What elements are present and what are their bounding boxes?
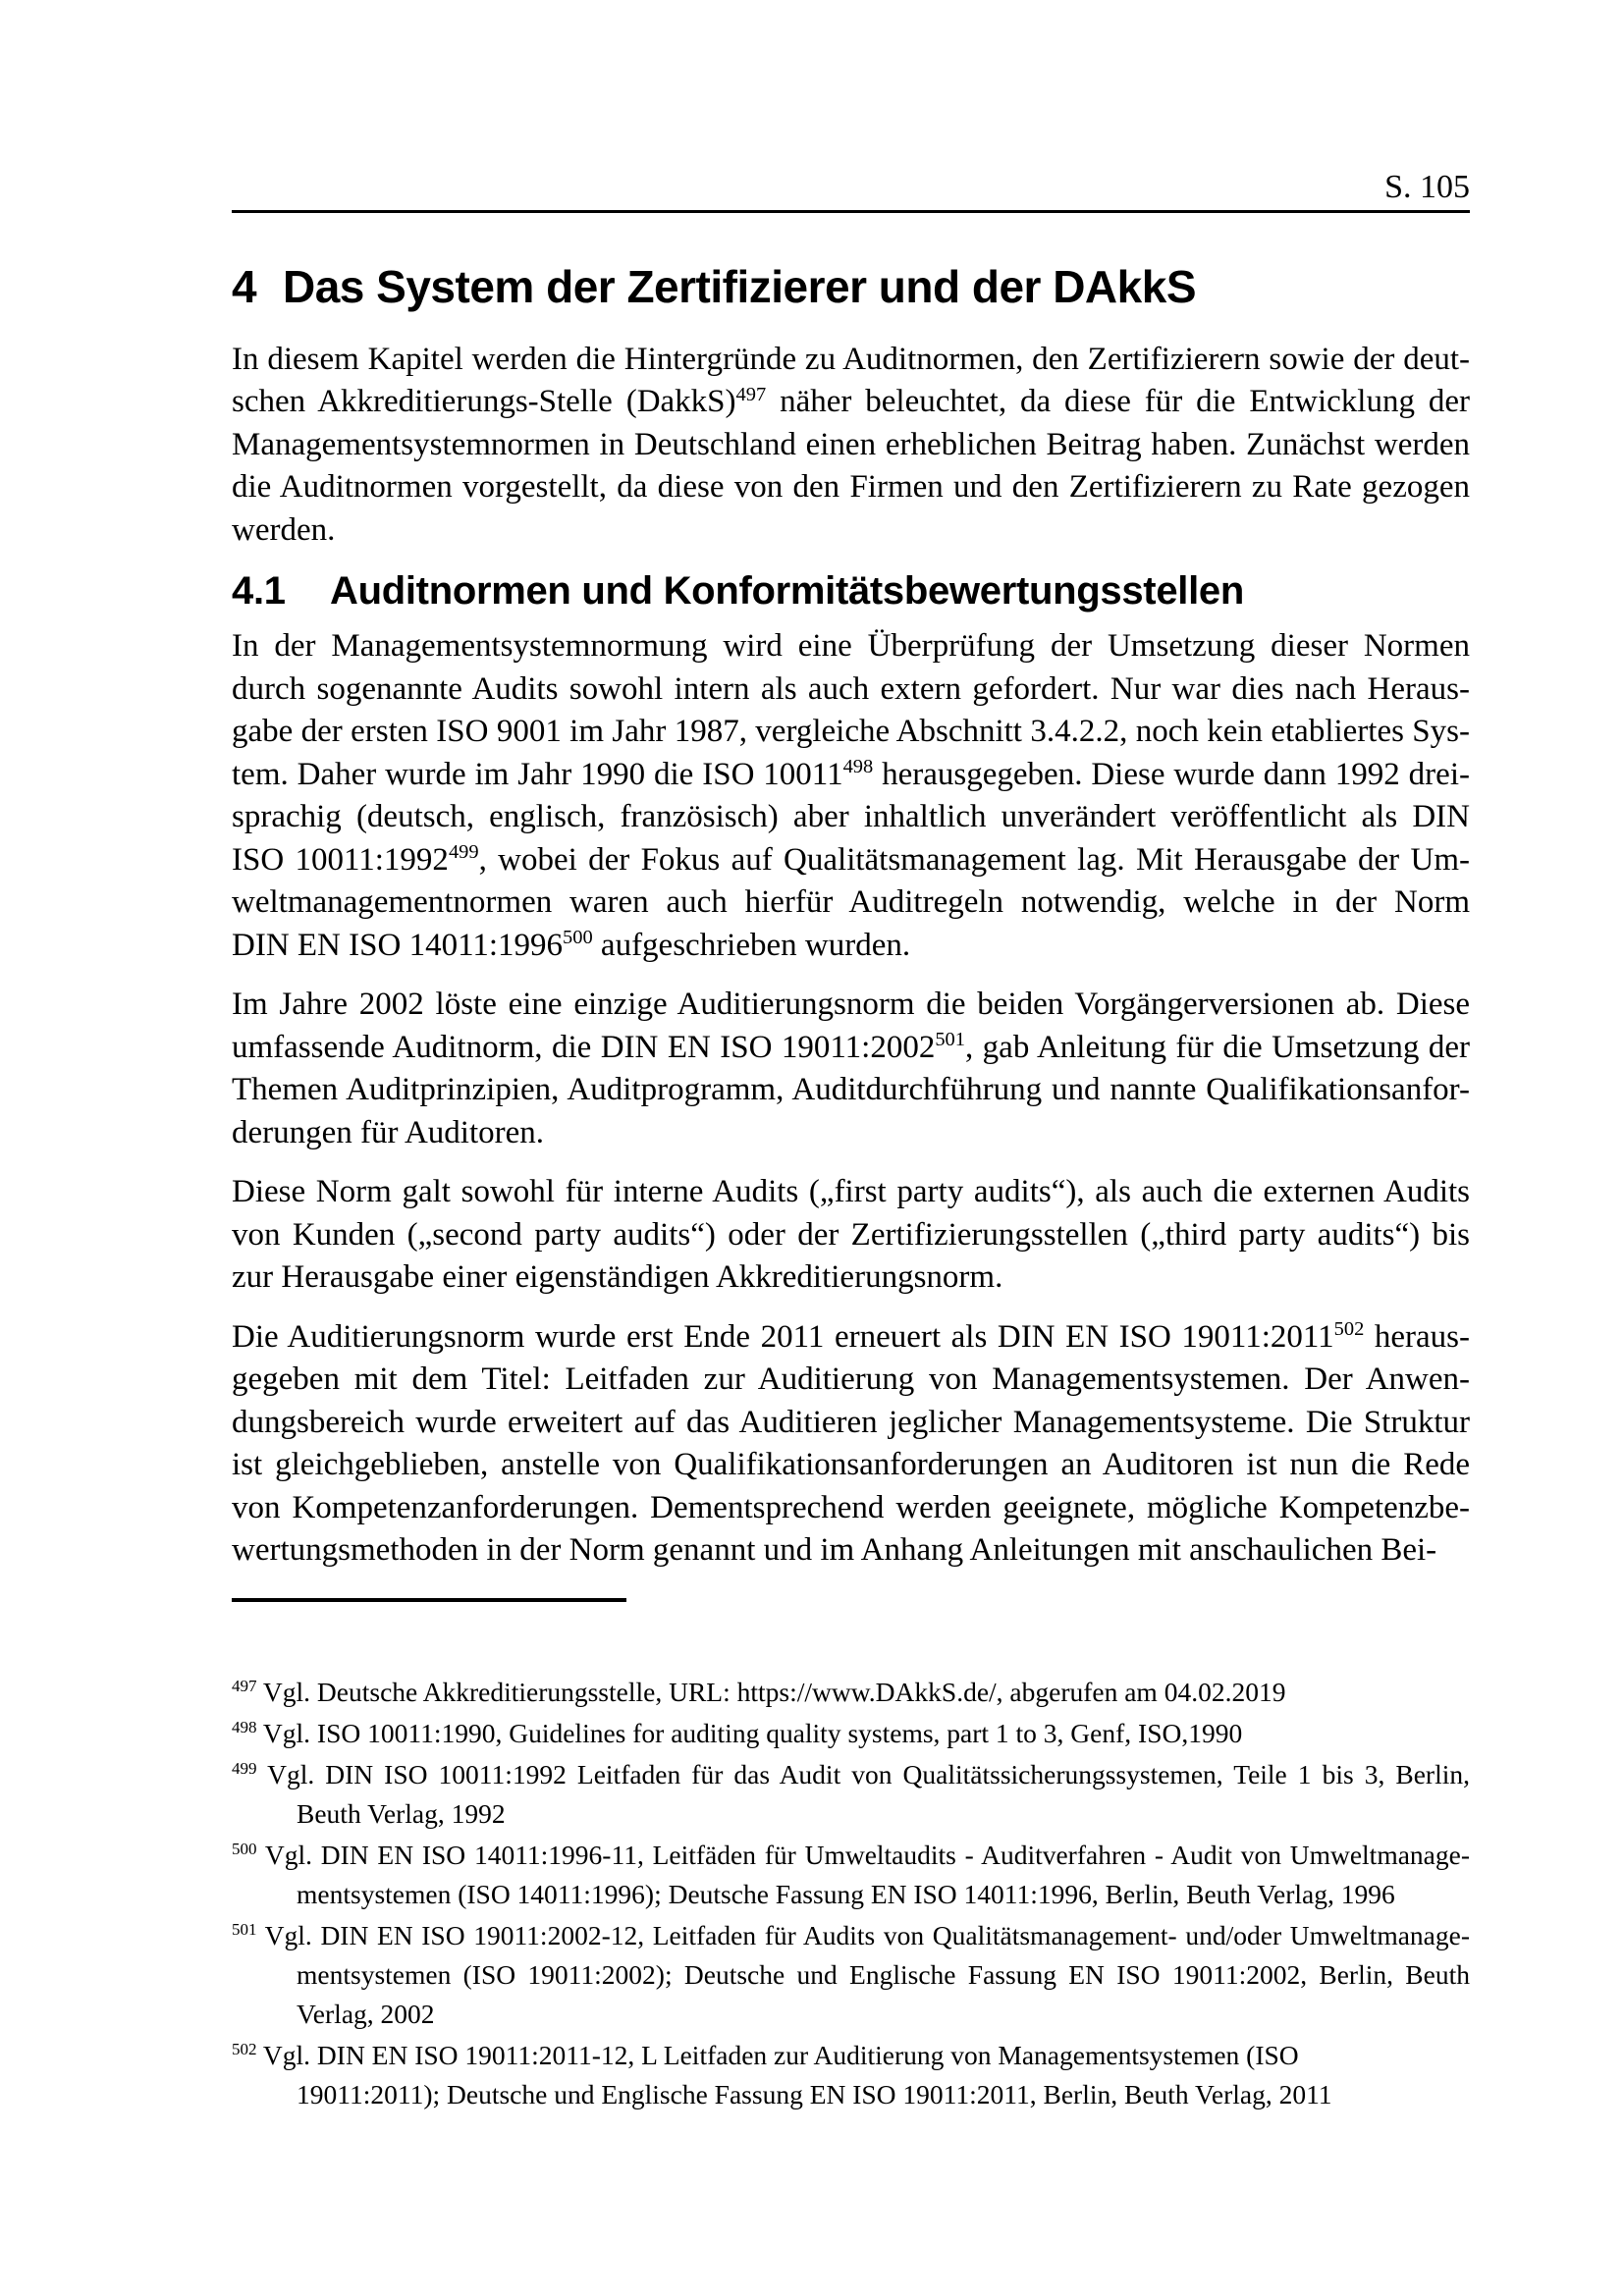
text-line: In der Managementsystemnormung wird eine Überprüfung der Umsetzung dieser Normen <box>232 628 1470 665</box>
text-line: $^{499}$ Vgl. DIN ISO 10011:1992 Leitfaden für das Audit von Qualitätssicherungssystemen, Teile 1 bis 3, Berlin, <box>232 1758 1470 1789</box>
text-line: Themen Auditprinzipien, Auditprogramm, Auditdurchführung und nannte Qualifikationsanfor- <box>232 1072 1470 1108</box>
chapter-number: 4 <box>232 261 257 312</box>
text-line: durch sogenannte Audits sowohl intern als auch extern gefordert. Nur war dies nach Heraus- <box>232 670 1470 707</box>
footnote-ref: 502 <box>232 2040 257 2059</box>
chapter-title: Das System der Zertifizierer und der DAkkS <box>283 261 1196 312</box>
footnote-500 <box>232 1836 1470 1914</box>
text-line: DIN EN ISO 14011:1996$^{500}$ aufgeschrieben wurden. <box>232 927 911 963</box>
paragraph-norm-2002 <box>232 984 1470 1154</box>
paragraph-intro <box>232 339 1470 553</box>
text-line: mentsystemen (ISO 19011:2002); Deutsche und Englische Fassung EN ISO 19011:2002, Berlin, Beuth <box>297 1958 1470 1990</box>
text-column <box>232 0 1470 2114</box>
footnote-502 <box>232 2036 1470 2114</box>
text-line: tem. Daher wurde im Jahr 1990 die ISO 10011$^{498}$ herausgegeben. Diese wurde dann 1992 drei- <box>232 756 1470 792</box>
text-line: Diese Norm galt sowohl für interne Audits („first party audits“), als auch die externen Audits <box>232 1174 1470 1210</box>
text-line: $^{501}$ Vgl. DIN EN ISO 19011:2002-12, Leitfaden für Audits von Qualitätsmanagement- und/oder Umweltmanage- <box>232 1919 1470 1950</box>
text-line: ist gleichgeblieben, anstelle von Qualifikationsanforderungen an Auditoren ist nun die Rede <box>232 1447 1470 1483</box>
footnote-ref: 498 <box>842 756 874 778</box>
footnote-ref: 499 <box>232 1759 257 1779</box>
footnote-ref: 500 <box>563 927 593 949</box>
text-line: von Kompetenzanforderungen. Dementsprechend werden geeignete, mögliche Kompetenzbe- <box>232 1489 1470 1525</box>
page-header <box>232 0 1470 213</box>
text-line: $^{500}$ Vgl. DIN EN ISO 14011:1996-11, Leitfäden für Umweltaudits - Auditverfahren - Audit von Umweltmanage- <box>232 1839 1470 1870</box>
footnote-498 <box>232 1714 1470 1753</box>
text-line: In diesem Kapitel werden die Hintergründe zu Auditnormen, den Zertifizierern sowie der deut- <box>232 341 1470 377</box>
section-heading <box>232 568 1470 614</box>
text-line: derungen für Auditoren. <box>232 1114 544 1150</box>
text-line: Im Jahre 2002 löste eine einzige Auditierungsnorm die beiden Vorgängerversionen ab. Diese <box>232 987 1470 1023</box>
paragraph-norm-2011 <box>232 1316 1470 1573</box>
text-line: gabe der ersten ISO 9001 im Jahr 1987, vergleiche Abschnitt 3.4.2.2, noch kein etabliertes Sys- <box>232 714 1470 750</box>
text-line: Managementsystemnormen in Deutschland einen erheblichen Beitrag haben. Zunächst werden <box>232 426 1470 462</box>
paragraph-party-audits <box>232 1171 1470 1300</box>
text-line: $^{498}$ Vgl. ISO 10011:1990, Guidelines for auditing quality systems, part 1 to 3, Genf, ISO,1990 <box>232 1717 1243 1748</box>
footnote-501 <box>232 1916 1470 2034</box>
footnote-ref: 497 <box>232 1677 257 1696</box>
text-line: dungsbereich wurde erweitert auf das Auditieren jeglicher Managementsysteme. Die Struktur <box>232 1404 1470 1440</box>
text-line: zur Herausgabe einer eigenständigen Akkreditierungsnorm. <box>232 1259 1003 1296</box>
text-line: sprachig (deutsch, englisch, französisch) aber inhaltlich unverändert veröffentlicht als DIN <box>232 799 1470 835</box>
text-line: $^{497}$ Vgl. Deutsche Akkreditierungsstelle, URL: https://www.DAkkS.de/, abgerufen am 04.02.2019 <box>232 1676 1286 1707</box>
footnote-ref: 500 <box>232 1840 257 1859</box>
text-line: von Kunden („second party audits“) oder der Zertifizierungsstellen („third party audits“) bis <box>232 1216 1470 1253</box>
footnote-ref: 501 <box>232 1920 257 1940</box>
section-number: 4.1 <box>232 569 286 614</box>
page-number: S. 105 <box>1384 169 1470 205</box>
text-line: die Auditnormen vorgestellt, da diese von den Firmen und den Zertifizierern zu Rate gezogen <box>232 469 1470 506</box>
paragraph-audit-norms <box>232 625 1470 967</box>
footnote-ref: 502 <box>1333 1318 1365 1341</box>
footnote-ref: 497 <box>735 383 767 405</box>
text-line: werden. <box>232 511 336 548</box>
chapter-heading <box>232 262 1470 313</box>
text-line: Die Auditierungsnorm wurde erst Ende 2011 erneuert als DIN EN ISO 19011:2011$^{502}$ heraus- <box>232 1318 1470 1355</box>
text-line: ISO 10011:1992$^{499}$, wobei der Fokus auf Qualitätsmanagement lag. Mit Herausgabe der Um- <box>232 841 1470 878</box>
text-line: weltmanagementnormen waren auch hierfür Auditregeln notwendig, welche in der Norm <box>232 884 1470 921</box>
text-line: umfassende Auditnorm, die DIN EN ISO 19011:2002$^{501}$, gab Anleitung für die Umsetzung der <box>232 1029 1470 1065</box>
text-line: wertungsmethoden in der Norm genannt und im Anhang Anleitungen mit anschaulichen Bei- <box>232 1532 1437 1569</box>
footnote-ref: 501 <box>935 1029 965 1051</box>
text-line: schen Akkreditierungs-Stelle (DakkS)$^{497}$ näher beleuchtet, da diese für die Entwicklung der <box>232 383 1470 420</box>
section-title: Auditnormen und Konformitätsbewertungsstellen <box>330 569 1244 614</box>
footnotes-section <box>232 1673 1470 2114</box>
text-line: mentsystemen (ISO 14011:1996); Deutsche Fassung EN ISO 14011:1996, Berlin, Beuth Verlag, 1996 <box>297 1878 1395 1909</box>
text-line: 19011:2011); Deutsche und Englische Fassung EN ISO 19011:2011, Berlin, Beuth Verlag, 2011 <box>297 2078 1332 2109</box>
footnote-497 <box>232 1673 1470 1712</box>
footnote-ref: 498 <box>232 1718 257 1737</box>
footnote-499 <box>232 1755 1470 1834</box>
footnote-separator <box>232 1598 626 1602</box>
footnote-ref: 499 <box>448 841 479 864</box>
text-line: Verlag, 2002 <box>297 1998 435 2029</box>
text-line: $^{502}$ Vgl. DIN EN ISO 19011:2011-12, L Leitfaden zur Auditierung von Managementsystemen (ISO <box>232 2039 1299 2070</box>
text-line: Beuth Verlag, 1992 <box>297 1797 506 1829</box>
text-line: gegeben mit dem Titel: Leitfaden zur Auditierung von Managementsystemen. Der Anwen- <box>232 1362 1470 1398</box>
